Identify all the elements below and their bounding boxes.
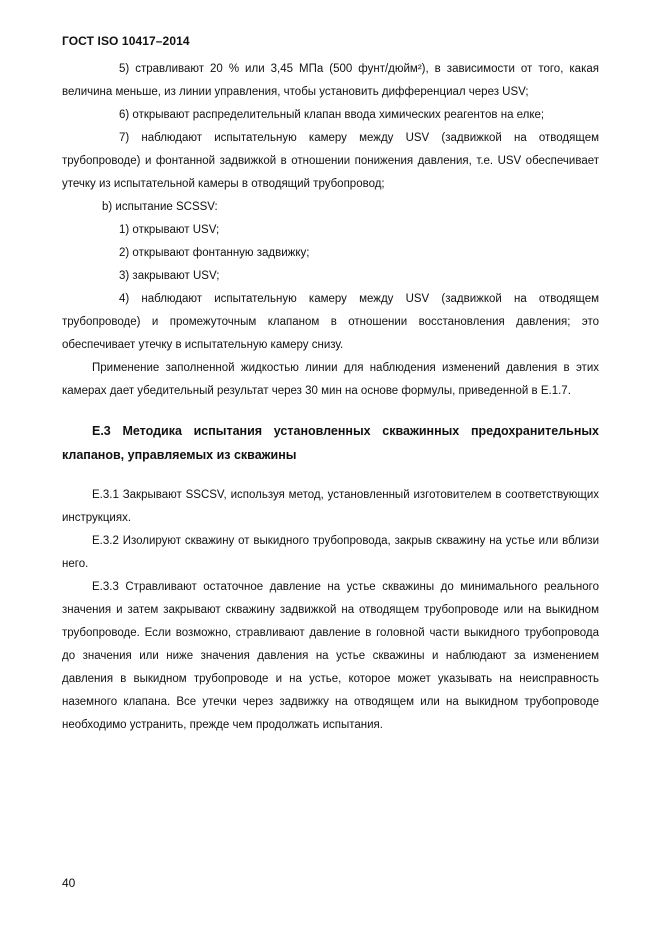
step-6-paragraph: 6) открывают распределительный клапан ввода химических реагентов на елке; <box>119 109 545 121</box>
page-body <box>62 58 599 737</box>
clause-e3-1: Е.3.1 Закрывают SSCSV, используя метод, установленный изготовителем в соответствующих инструкциях. <box>62 489 599 524</box>
scssv-step-4: 4) наблюдают испытательную камеру между USV (задвижкой на отводящем трубопроводе) и промежуточным клапаном в отношении восстановления давления; это обеспечивает утечку в испытательную камеру снизу. <box>62 293 599 351</box>
liquid-line-paragraph: Применение заполненной жидкостью линии для наблюдения изменений давления в этих камерах дает убедительный результат через 30 мин на основе формулы, приведенной в Е.1.7. <box>62 362 599 397</box>
scssv-test-heading: b) испытание SCSSV: <box>102 201 218 213</box>
document-header: ГОСТ ISO 10417–2014 <box>62 34 190 48</box>
scssv-step-1: 1) открывают USV; <box>119 224 220 236</box>
step-5-paragraph: 5) стравливают 20 % или 3,45 МПа (500 фунт/дюйм²), в зависимости от того, какая величина меньше, из линии управления, чтобы установить дифференциал через USV; <box>62 63 599 98</box>
page-number: 40 <box>62 876 76 890</box>
scssv-step-3: 3) закрывают USV; <box>119 270 220 282</box>
clause-e3-2: Е.3.2 Изолируют скважину от выкидного трубопровода, закрыв скважину на устье или вблизи него. <box>62 535 599 570</box>
clause-e3-3: Е.3.3 Стравливают остаточное давление на устье скважины до минимального реального значения и затем закрывают скважину задвижкой на отводящем трубопроводе или на выкидном трубопроводе. Если возможно, стравливают давление в головной части выкидного трубопровода до значения или ниже значения давления на устье скважины и наблюдают за изменением давления в выкидном трубопроводе и на устье, которое может указывать на неисправность наземного клапана. Все утечки через задвижку на отводящем или на выкидном трубопроводе необходимо устранить, прежде чем продолжать испытания. <box>62 581 599 731</box>
step-7-paragraph: 7) наблюдают испытательную камеру между USV (задвижкой на отводящем трубопроводе) и фонтанной задвижкой в отношении понижения давления, т.е. USV обеспечивает утечку из испытательной камеры в отводящий трубопровод; <box>62 132 599 190</box>
scssv-step-2: 2) открывают фонтанную задвижку; <box>119 247 310 259</box>
section-e3-heading: Е.3 Методика испытания установленных скважинных предохранительных клапанов, управляемых из скважины <box>62 424 599 462</box>
